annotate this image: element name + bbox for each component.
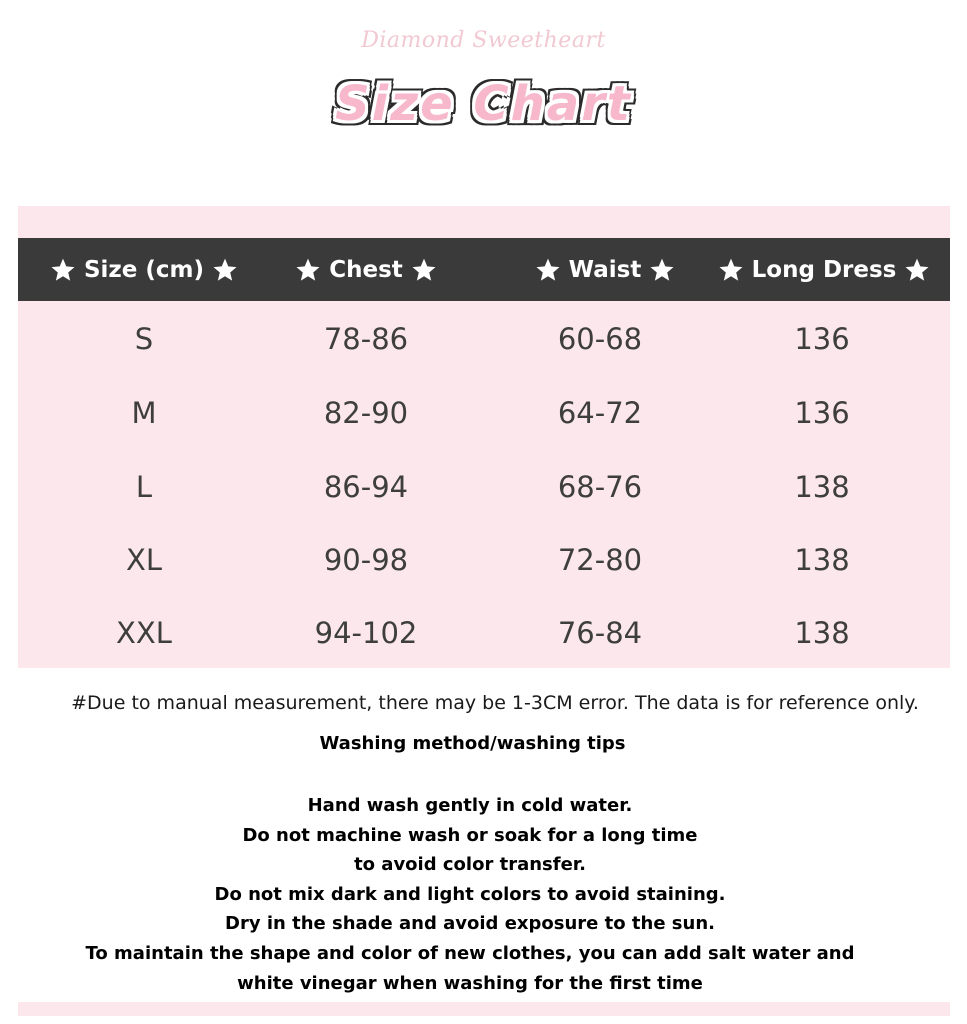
- table-cell-size: M: [131, 396, 157, 430]
- header-label: Size (cm): [83, 256, 205, 283]
- header-label: Waist: [568, 256, 642, 283]
- table-cell-chest: 78-86: [323, 322, 409, 356]
- header-label: Long Dress: [751, 256, 897, 283]
- table-cell-chest: 90-98: [323, 543, 409, 577]
- star-icon: [212, 257, 238, 283]
- washing-tips: [0, 791, 940, 998]
- table-cell-size: S: [134, 322, 154, 356]
- table-cell-waist: 60-68: [557, 322, 643, 356]
- washing-tip: Dry in the shade and avoid exposure to the sun.: [225, 913, 715, 935]
- star-icon: [535, 257, 561, 283]
- table-header: [18, 238, 950, 301]
- table-cell-long-dress: 138: [794, 543, 850, 577]
- table-cell-size: XXL: [116, 616, 172, 650]
- star-icon: [718, 257, 744, 283]
- washing-tip: white vinegar when washing for the first time: [237, 972, 703, 994]
- table-cell-long-dress: 136: [794, 322, 850, 356]
- table-cell-size: XL: [125, 543, 163, 577]
- table-cell-long-dress: 138: [794, 470, 850, 504]
- header-chest: [270, 238, 462, 301]
- table-cell-long-dress: 138: [794, 616, 850, 650]
- star-icon: [649, 257, 675, 283]
- table-cell-size: L: [135, 470, 153, 504]
- page-title: Size Chart: [335, 76, 632, 132]
- header-size: [18, 238, 270, 301]
- table-cell-chest: 94-102: [314, 616, 418, 650]
- table-cell-waist: 64-72: [557, 396, 643, 430]
- washing-tip: Do not machine wash or soak for a long time: [242, 824, 698, 846]
- header-waist: [508, 238, 702, 301]
- star-icon: [50, 257, 76, 283]
- washing-tip: To maintain the shape and color of new clothes, you can add salt water and: [85, 942, 855, 964]
- table-cell-long-dress: 136: [794, 396, 850, 430]
- table-cell-chest: 86-94: [323, 470, 409, 504]
- washing-tip: Do not mix dark and light colors to avoid staining.: [214, 883, 726, 905]
- brand-logo-text: Diamond Sweetheart: [361, 28, 606, 53]
- table-cell-waist: 76-84: [557, 616, 643, 650]
- measurement-note: #Due to manual measurement, there may be 1-3CM error. The data is for reference only.: [71, 692, 919, 714]
- header-long-dress: [708, 238, 940, 301]
- star-icon: [295, 257, 321, 283]
- washing-tip: to avoid color transfer.: [354, 854, 586, 876]
- bottom-divider: [18, 1002, 950, 1016]
- header-label: Chest: [329, 256, 403, 283]
- washing-tip: Hand wash gently in cold water.: [307, 795, 633, 816]
- star-icon: [904, 257, 930, 283]
- star-icon: [411, 257, 437, 283]
- table-cell-waist: 68-76: [557, 470, 643, 504]
- washing-title: Washing method/washing tips: [319, 733, 626, 754]
- table-cell-chest: 82-90: [323, 396, 409, 430]
- table-cell-waist: 72-80: [557, 543, 643, 577]
